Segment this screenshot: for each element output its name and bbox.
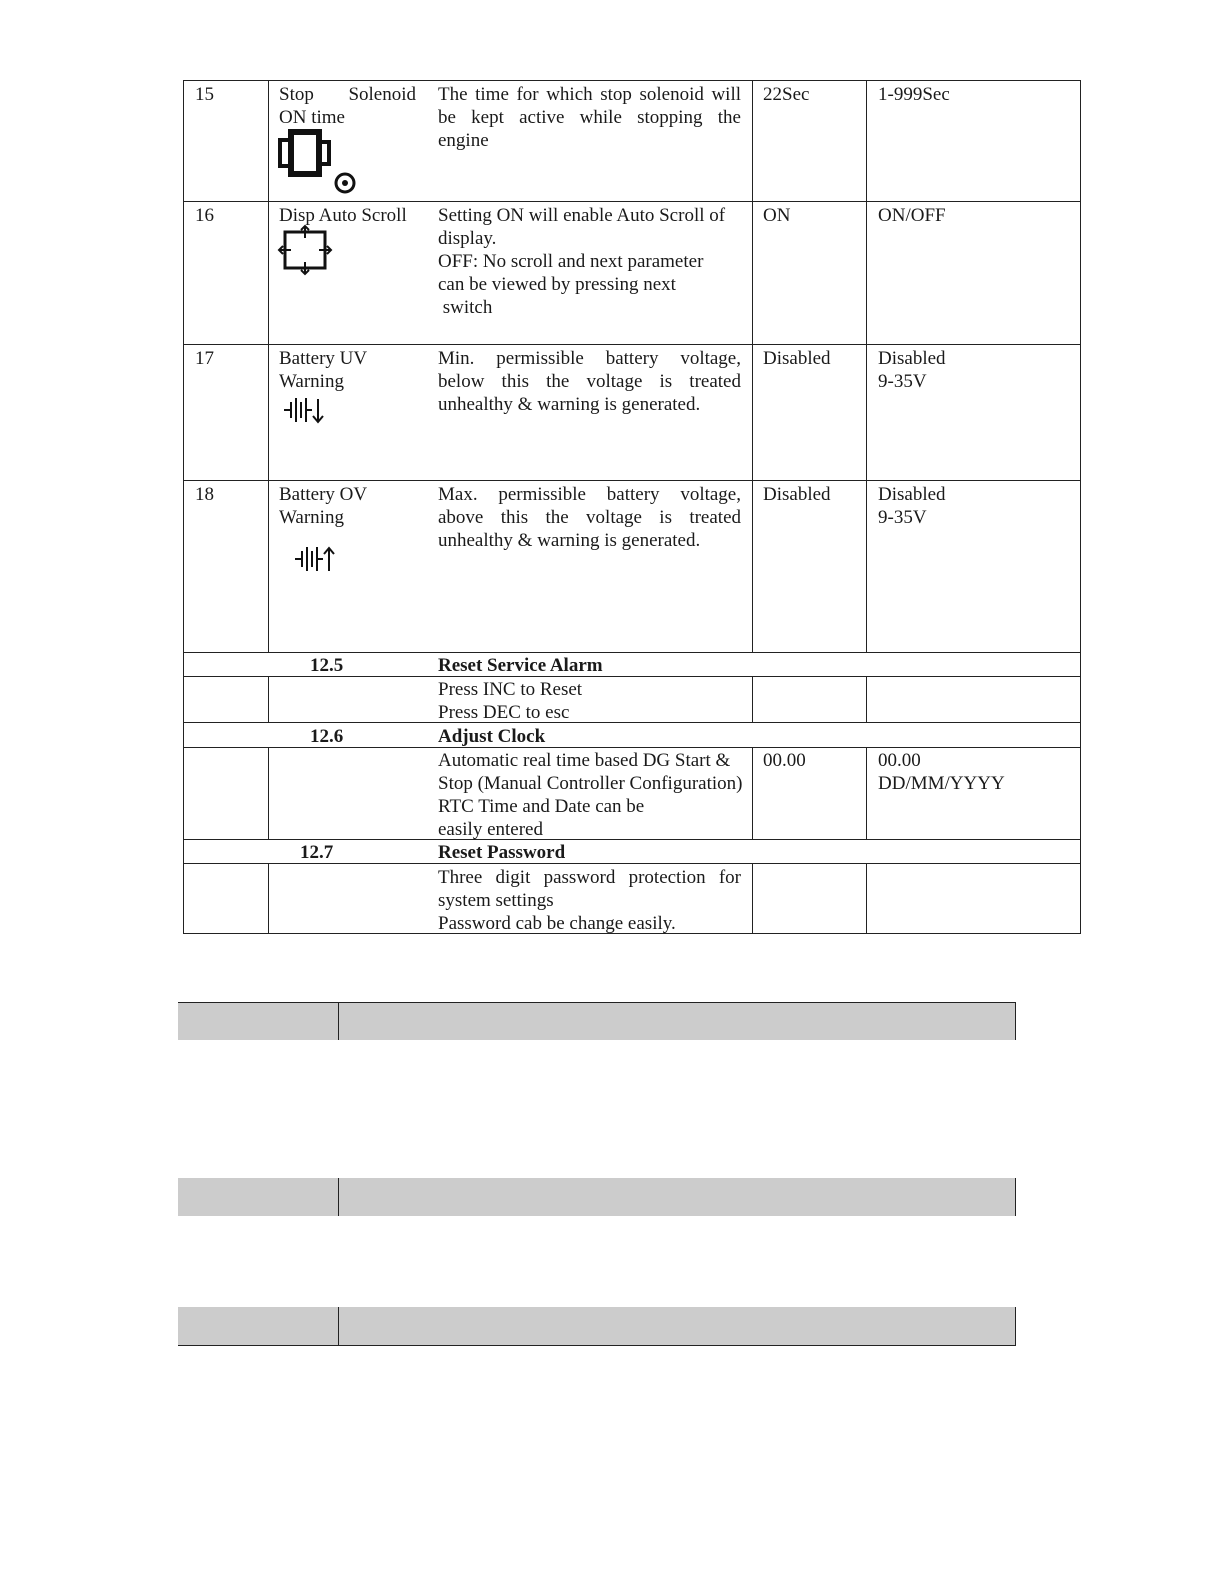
table-border-top [183, 80, 1081, 81]
column-divider [268, 747, 269, 839]
row-number: 18 [195, 484, 214, 505]
param-name: Battery OV Warning [279, 484, 368, 528]
column-divider [268, 676, 269, 722]
battery-undervoltage-icon [284, 398, 326, 424]
row-divider [183, 480, 1081, 481]
section-description: Three digit password protection for system settings Password cab be change easily. [438, 867, 741, 934]
bar-right-border [1015, 1307, 1016, 1345]
column-divider [866, 863, 867, 933]
bar-divider [338, 1307, 339, 1345]
range-value: Disabled 9-35V [878, 348, 946, 392]
gray-bar-background [178, 1307, 1016, 1345]
default-value: ON [763, 205, 791, 226]
table-border-right [1080, 80, 1081, 934]
table-border-left [183, 80, 184, 934]
section-description: Press INC to Reset Press DEC to esc [438, 679, 583, 723]
section-number: 12.7 [300, 842, 334, 863]
bar-bottom-border [178, 1345, 1016, 1346]
row-divider [183, 652, 1081, 653]
column-divider [268, 863, 269, 933]
column-divider [268, 80, 269, 652]
column-divider [752, 747, 753, 839]
row-number: 15 [195, 84, 214, 105]
range-value: ON/OFF [878, 205, 946, 226]
solenoid-timer-icon [279, 130, 361, 198]
bar-right-border [1015, 1178, 1016, 1216]
param-description: Setting ON will enable Auto Scroll of display. OFF: No scroll and next parameter can be viewed by pressing next switch [438, 205, 726, 318]
bar-right-border [1015, 1002, 1016, 1040]
column-divider [866, 747, 867, 839]
row-divider [183, 344, 1081, 345]
column-divider [752, 80, 753, 652]
column-divider [866, 80, 867, 652]
column-divider [752, 863, 753, 933]
column-divider [752, 676, 753, 722]
param-description: Max. permissible battery voltage, above this the voltage is treated unhealthy & warning is generated. [438, 484, 741, 551]
range-value: 1-999Sec [878, 84, 950, 105]
section-title: Reset Password [438, 842, 566, 863]
gray-bar-background [178, 1178, 1016, 1216]
row-number: 16 [195, 205, 214, 226]
row-number: 17 [195, 348, 214, 369]
bar-divider [338, 1178, 339, 1216]
row-divider [183, 201, 1081, 202]
bar-top-border [178, 1002, 1016, 1003]
section-description: Automatic real time based DG Start & Stop (Manual Controller Configuration) RTC Time and Date can be easily entered [438, 750, 743, 840]
section-title: Reset Service Alarm [438, 655, 603, 676]
auto-scroll-icon [279, 226, 331, 274]
row-divider [183, 722, 1081, 723]
range-value: Disabled 9-35V [878, 484, 946, 528]
default-value: Disabled [763, 484, 831, 505]
section-number: 12.5 [310, 655, 344, 676]
default-value: 00.00 [763, 750, 806, 771]
column-divider [866, 676, 867, 722]
param-description: Min. permissible battery voltage, below this the voltage is treated unhealthy & warning is generated. [438, 348, 741, 415]
param-name: Stop Solenoid ON time [279, 84, 416, 128]
battery-overvoltage-icon [295, 547, 337, 573]
param-name: Disp Auto Scroll [279, 205, 407, 226]
param-description: The time for which stop solenoid will be kept active while stopping the engine [438, 84, 741, 151]
default-value: Disabled [763, 348, 831, 369]
section-title: Adjust Clock [438, 726, 546, 747]
section-number: 12.6 [310, 726, 344, 747]
default-value: 22Sec [763, 84, 810, 105]
range-value: 00.00 DD/MM/YYYY [878, 750, 1005, 794]
param-name: Battery UV Warning [279, 348, 368, 392]
gray-bar-background [178, 1003, 1016, 1040]
bar-divider [338, 1002, 339, 1040]
